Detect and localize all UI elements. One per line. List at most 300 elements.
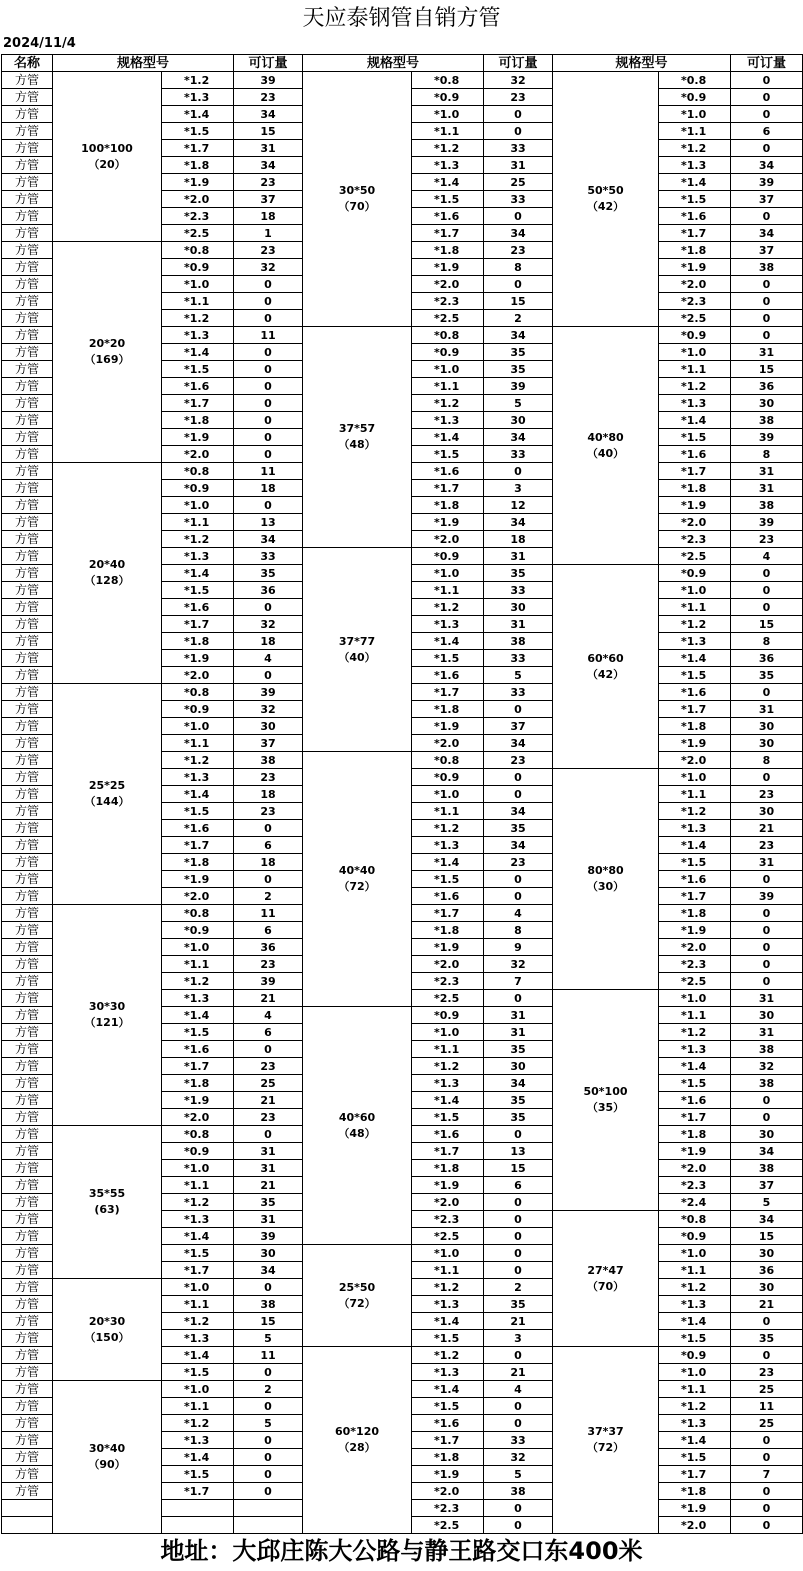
thickness-spec-cell: *1.4 [659,1313,731,1330]
available-quantity-cell: 12 [484,497,553,514]
available-quantity-cell: 30 [731,1245,803,1262]
thickness-spec-cell: *0.9 [659,1228,731,1245]
thickness-spec-cell: *1.5 [162,361,234,378]
thickness-spec-cell: *1.9 [412,514,484,531]
thickness-spec-cell: *1.4 [162,106,234,123]
thickness-spec-cell: *1.3 [659,1296,731,1313]
available-quantity-cell: 3 [484,480,553,497]
thickness-spec-cell: *1.7 [659,1109,731,1126]
thickness-spec-cell: *1.0 [659,344,731,361]
size-count: （144） [84,795,130,808]
size-count: （40） [586,446,625,460]
available-quantity-cell: 34 [731,1143,803,1160]
thickness-spec-cell: *0.9 [162,701,234,718]
thickness-spec-cell: *1.3 [412,157,484,174]
available-quantity-cell: 5 [234,1415,303,1432]
available-quantity-cell: 35 [731,1330,803,1347]
size-label: 50*50 [587,184,624,197]
thickness-spec-cell: *0.8 [162,463,234,480]
thickness-spec-cell: *0.8 [162,1126,234,1143]
size-label: 25*25 [88,779,126,792]
product-name-cell [2,1517,53,1534]
thickness-spec-cell: *1.9 [659,735,731,752]
thickness-spec-cell: *1.6 [412,888,484,905]
thickness-spec-cell: *1.0 [659,1364,731,1381]
thickness-spec-cell: *1.2 [412,820,484,837]
product-name-cell: 方管 [2,1109,53,1126]
size-group-cell [53,905,162,1126]
available-quantity-cell: 6 [234,922,303,939]
thickness-spec-cell: *1.8 [659,905,731,922]
thickness-spec-cell: *1.4 [412,1092,484,1109]
thickness-spec-cell: *1.3 [162,1211,234,1228]
thickness-spec-cell: *1.7 [412,480,484,497]
product-name-cell: 方管 [2,633,53,650]
thickness-spec-cell: *0.9 [162,480,234,497]
available-quantity-cell: 38 [731,1160,803,1177]
product-name-cell: 方管 [2,684,53,701]
available-quantity-cell: 35 [234,565,303,582]
thickness-spec-cell: *1.6 [162,599,234,616]
thickness-spec-cell: *1.4 [412,854,484,871]
thickness-spec-cell: *2.3 [659,1177,731,1194]
thickness-spec-cell: *0.9 [162,922,234,939]
product-name-cell: 方管 [2,174,53,191]
size-label: 80*80 [587,864,624,877]
available-quantity-cell: 0 [484,1398,553,1415]
thickness-spec-cell: *1.0 [659,769,731,786]
available-quantity-cell: 5 [234,1330,303,1347]
size-label: 40*80 [587,430,624,444]
size-group-cell [303,1347,412,1534]
available-quantity-cell: 23 [731,531,803,548]
thickness-spec-cell: *1.2 [162,1313,234,1330]
thickness-spec-cell: *1.2 [412,395,484,412]
available-quantity-cell: 31 [484,1024,553,1041]
thickness-spec-cell: *1.3 [412,412,484,429]
thickness-spec-cell: *1.3 [412,837,484,854]
available-quantity-cell: 32 [484,956,553,973]
available-quantity-cell: 30 [484,599,553,616]
available-quantity-cell: 0 [234,276,303,293]
thickness-spec-cell: *1.1 [659,599,731,616]
available-quantity-cell: 0 [484,1500,553,1517]
available-quantity-cell: 0 [731,582,803,599]
available-quantity-cell [234,1500,303,1517]
available-quantity-cell: 0 [731,106,803,123]
thickness-spec-cell: *1.6 [412,463,484,480]
product-name-cell: 方管 [2,72,53,89]
product-name-cell: 方管 [2,650,53,667]
available-quantity-cell: 9 [484,939,553,956]
available-quantity-cell: 0 [484,1347,553,1364]
thickness-spec-cell: *0.8 [659,1211,731,1228]
thickness-spec-cell: *1.4 [162,1228,234,1245]
available-quantity-cell: 31 [234,1143,303,1160]
available-quantity-cell: 0 [731,684,803,701]
thickness-spec-cell: *1.3 [162,548,234,565]
thickness-spec-cell: *0.9 [162,1143,234,1160]
available-quantity-cell: 21 [731,1296,803,1313]
available-quantity-cell: 6 [234,837,303,854]
thickness-spec-cell: *1.9 [412,718,484,735]
thickness-spec-cell: *2.0 [162,667,234,684]
available-quantity-cell: 7 [484,973,553,990]
product-name-cell: 方管 [2,973,53,990]
thickness-spec-cell: *1.8 [659,1126,731,1143]
available-quantity-cell: 32 [234,259,303,276]
available-quantity-cell: 23 [484,242,553,259]
product-name-cell: 方管 [2,208,53,225]
thickness-spec-cell: *1.9 [162,174,234,191]
thickness-spec-cell: *1.1 [412,123,484,140]
thickness-spec-cell: *1.0 [659,990,731,1007]
thickness-spec-cell: *2.0 [659,752,731,769]
available-quantity-cell: 6 [234,1024,303,1041]
thickness-spec-cell: *1.0 [412,565,484,582]
thickness-spec-cell: *1.7 [412,1432,484,1449]
thickness-spec-cell: *2.0 [412,735,484,752]
thickness-spec-cell: *1.2 [412,599,484,616]
available-quantity-cell: 0 [484,990,553,1007]
available-quantity-cell: 36 [731,650,803,667]
available-quantity-cell: 0 [731,871,803,888]
thickness-spec-cell: *1.0 [412,1245,484,1262]
available-quantity-cell: 23 [484,89,553,106]
available-quantity-cell: 38 [731,412,803,429]
available-quantity-cell: 0 [234,871,303,888]
available-quantity-cell: 25 [484,174,553,191]
available-quantity-cell: 35 [484,1296,553,1313]
size-label: 40*60 [338,1110,376,1124]
available-quantity-cell: 23 [234,89,303,106]
thickness-spec-cell: *2.0 [412,531,484,548]
thickness-spec-cell: *1.3 [659,1415,731,1432]
size-group-cell [553,990,659,1211]
thickness-spec-cell: *2.0 [162,191,234,208]
size-label: 35*55 [88,1187,126,1200]
thickness-spec-cell: *1.5 [412,1398,484,1415]
available-quantity-cell: 37 [731,1177,803,1194]
thickness-spec-cell: *1.0 [659,1245,731,1262]
available-quantity-cell [234,1517,303,1534]
thickness-spec-cell: *1.8 [162,633,234,650]
available-quantity-cell: 11 [234,463,303,480]
available-quantity-cell: 6 [731,123,803,140]
available-quantity-cell: 34 [234,531,303,548]
page-title: 天应泰钢管自销方管 [302,6,501,31]
product-name-cell: 方管 [2,310,53,327]
thickness-spec-cell: *1.8 [659,480,731,497]
available-quantity-cell: 21 [234,1092,303,1109]
available-quantity-cell: 35 [484,820,553,837]
available-quantity-cell: 38 [234,752,303,769]
product-name-cell: 方管 [2,1364,53,1381]
product-name-cell: 方管 [2,701,53,718]
thickness-spec-cell: *1.7 [162,837,234,854]
thickness-spec-cell: *1.2 [162,973,234,990]
available-quantity-cell: 5 [484,667,553,684]
table-header-row [2,55,803,72]
thickness-spec-cell: *1.5 [412,191,484,208]
product-name-cell: 方管 [2,1415,53,1432]
available-quantity-cell: 34 [484,429,553,446]
size-label: 30*40 [88,1442,126,1455]
thickness-spec-cell: *1.7 [659,225,731,242]
product-name-cell: 方管 [2,616,53,633]
size-count: （150） [84,1330,130,1344]
thickness-spec-cell: *1.5 [162,1245,234,1262]
thickness-spec-cell: *1.4 [412,429,484,446]
thickness-spec-cell: *1.3 [659,633,731,650]
thickness-spec-cell: *1.8 [412,497,484,514]
available-quantity-cell: 0 [731,939,803,956]
available-quantity-cell: 5 [731,1194,803,1211]
available-quantity-cell: 39 [234,973,303,990]
thickness-spec-cell: *1.6 [412,667,484,684]
size-count: （20） [88,157,126,171]
available-quantity-cell: 0 [484,1517,553,1534]
thickness-spec-cell: *2.0 [659,276,731,293]
thickness-spec-cell: *2.5 [659,973,731,990]
available-quantity-cell: 39 [731,429,803,446]
thickness-spec-cell: *1.9 [412,1177,484,1194]
available-quantity-cell: 0 [484,1126,553,1143]
available-quantity-cell: 33 [484,191,553,208]
thickness-spec-cell: *2.5 [412,1517,484,1534]
available-quantity-cell: 30 [731,735,803,752]
thickness-spec-cell: *1.7 [412,225,484,242]
available-quantity-cell: 33 [484,650,553,667]
thickness-spec-cell: *1.0 [659,582,731,599]
thickness-spec-cell: *1.1 [659,1381,731,1398]
thickness-spec-cell: *1.8 [162,412,234,429]
thickness-spec-cell: *0.9 [412,344,484,361]
available-quantity-cell: 0 [484,1211,553,1228]
available-quantity-cell: 8 [731,633,803,650]
available-quantity-cell: 0 [234,361,303,378]
available-quantity-cell: 0 [484,786,553,803]
product-name-cell: 方管 [2,514,53,531]
thickness-spec-cell: *1.0 [412,106,484,123]
thickness-spec-cell: *1.3 [659,395,731,412]
available-quantity-cell: 37 [731,191,803,208]
thickness-spec-cell: *0.8 [162,242,234,259]
thickness-spec-cell: *1.7 [412,684,484,701]
available-quantity-cell: 18 [234,480,303,497]
available-quantity-cell: 30 [234,1245,303,1262]
thickness-spec-cell: *0.8 [412,752,484,769]
thickness-spec-cell: *1.0 [162,718,234,735]
thickness-spec-cell: *1.7 [659,701,731,718]
available-quantity-cell: 35 [484,565,553,582]
available-quantity-cell: 31 [234,1160,303,1177]
available-quantity-cell: 32 [234,616,303,633]
thickness-spec-cell: *1.8 [659,1483,731,1500]
available-quantity-cell: 0 [484,463,553,480]
thickness-spec-cell: *1.4 [412,633,484,650]
thickness-spec-cell: *1.1 [412,378,484,395]
available-quantity-cell: 35 [484,1041,553,1058]
thickness-spec-cell: *1.0 [162,276,234,293]
available-quantity-cell: 0 [484,1194,553,1211]
product-name-cell: 方管 [2,1347,53,1364]
thickness-spec-cell: *0.9 [659,89,731,106]
size-count: （40） [338,650,376,664]
available-quantity-cell: 32 [484,72,553,89]
size-group-cell [53,1279,162,1381]
available-quantity-cell: 0 [234,1483,303,1500]
available-quantity-cell: 13 [234,514,303,531]
thickness-spec-cell: *2.5 [412,990,484,1007]
thickness-spec-cell: *0.9 [659,565,731,582]
available-quantity-cell: 31 [731,480,803,497]
available-quantity-cell: 34 [731,1211,803,1228]
available-quantity-cell: 36 [731,378,803,395]
product-name-cell: 方管 [2,718,53,735]
thickness-spec-cell: *0.9 [659,1347,731,1364]
thickness-spec-cell: *1.1 [162,1398,234,1415]
thickness-spec-cell: *1.9 [162,650,234,667]
product-name-cell: 方管 [2,548,53,565]
available-quantity-cell: 39 [731,514,803,531]
available-quantity-cell: 34 [234,106,303,123]
thickness-spec-cell: *1.2 [162,531,234,548]
size-count: （72） [586,1441,625,1454]
thickness-spec-cell: *0.9 [412,769,484,786]
product-name-cell: 方管 [2,157,53,174]
thickness-spec-cell: *1.7 [162,1262,234,1279]
thickness-spec-cell: *1.8 [162,854,234,871]
thickness-spec-cell: *2.4 [659,1194,731,1211]
thickness-spec-cell: *1.0 [162,1160,234,1177]
thickness-spec-cell: *1.5 [162,1466,234,1483]
thickness-spec-cell: *1.6 [412,208,484,225]
available-quantity-cell: 36 [234,582,303,599]
thickness-spec-cell: *2.3 [412,1211,484,1228]
available-quantity-cell: 8 [484,922,553,939]
thickness-spec-cell: *1.5 [659,667,731,684]
available-quantity-cell: 0 [234,429,303,446]
size-count: （42） [586,667,625,681]
available-quantity-cell: 34 [731,157,803,174]
available-quantity-cell: 5 [484,395,553,412]
available-quantity-cell: 0 [731,1313,803,1330]
product-name-cell: 方管 [2,1177,53,1194]
thickness-spec-cell: *1.6 [659,1092,731,1109]
available-quantity-cell: 34 [731,225,803,242]
available-quantity-cell: 34 [234,157,303,174]
thickness-spec-cell: *1.5 [659,191,731,208]
thickness-spec-cell: *1.9 [659,1143,731,1160]
product-name-cell: 方管 [2,1058,53,1075]
thickness-spec-cell: *1.3 [412,1075,484,1092]
thickness-spec-cell: *1.2 [659,1398,731,1415]
product-name-cell: 方管 [2,922,53,939]
thickness-spec-cell: *1.4 [412,1381,484,1398]
size-group-cell [553,1347,659,1534]
thickness-spec-cell: *1.3 [659,1041,731,1058]
available-quantity-cell: 34 [234,1262,303,1279]
product-name-cell: 方管 [2,582,53,599]
available-quantity-cell: 0 [234,446,303,463]
thickness-spec-cell: *0.9 [412,548,484,565]
thickness-spec-cell: *1.5 [412,446,484,463]
thickness-spec-cell: *1.5 [412,871,484,888]
thickness-spec-cell: *2.3 [412,973,484,990]
thickness-spec-cell: *1.1 [162,514,234,531]
thickness-spec-cell: *1.5 [659,854,731,871]
thickness-spec-cell: *1.5 [659,1449,731,1466]
thickness-spec-cell: *2.0 [162,446,234,463]
product-name-cell: 方管 [2,1313,53,1330]
available-quantity-cell: 23 [731,837,803,854]
available-quantity-cell: 0 [484,1415,553,1432]
available-quantity-cell: 38 [731,1041,803,1058]
available-quantity-cell: 31 [234,140,303,157]
product-name-cell: 方管 [2,786,53,803]
available-quantity-cell: 39 [234,1228,303,1245]
product-name-cell: 方管 [2,531,53,548]
available-quantity-cell: 0 [234,1398,303,1415]
thickness-spec-cell: *0.8 [162,684,234,701]
thickness-spec-cell: *1.2 [412,140,484,157]
thickness-spec-cell: *1.2 [162,1194,234,1211]
size-count: （35） [586,1101,625,1114]
size-count: （70） [586,1279,625,1293]
thickness-spec-cell: *1.9 [162,871,234,888]
thickness-spec-cell: *1.7 [162,140,234,157]
available-quantity-cell: 21 [234,1177,303,1194]
size-label: 100*100 [81,141,133,155]
available-quantity-cell: 39 [731,174,803,191]
product-name-cell: 方管 [2,480,53,497]
thickness-spec-cell: *1.4 [659,412,731,429]
available-quantity-cell: 30 [484,412,553,429]
thickness-spec-cell: *0.8 [162,905,234,922]
available-quantity-cell: 37 [234,191,303,208]
thickness-spec-cell: *1.8 [659,718,731,735]
thickness-spec-cell: *1.1 [162,293,234,310]
thickness-spec-cell: *1.4 [162,786,234,803]
thickness-spec-cell: *1.9 [412,1466,484,1483]
thickness-spec-cell: *1.7 [659,463,731,480]
product-name-cell: 方管 [2,497,53,514]
available-quantity-cell: 0 [234,1279,303,1296]
thickness-spec-cell: *1.4 [659,1432,731,1449]
table-row [2,72,803,89]
available-quantity-cell: 11 [234,327,303,344]
product-name-cell: 方管 [2,939,53,956]
available-quantity-cell: 31 [731,463,803,480]
product-name-cell: 方管 [2,599,53,616]
thickness-spec-cell: *1.2 [659,140,731,157]
available-quantity-cell: 8 [484,259,553,276]
thickness-spec-cell: *1.2 [162,1415,234,1432]
product-name-cell: 方管 [2,378,53,395]
thickness-spec-cell: *1.8 [162,1075,234,1092]
available-quantity-cell: 0 [484,701,553,718]
available-quantity-cell: 0 [484,871,553,888]
available-quantity-cell: 15 [484,1160,553,1177]
thickness-spec-cell: *2.5 [659,548,731,565]
size-count: （72） [338,1296,376,1310]
available-quantity-cell: 30 [731,1007,803,1024]
thickness-spec-cell: *1.0 [162,497,234,514]
size-group-cell [53,684,162,905]
thickness-spec-cell: *1.4 [412,1313,484,1330]
available-quantity-cell: 0 [234,1364,303,1381]
